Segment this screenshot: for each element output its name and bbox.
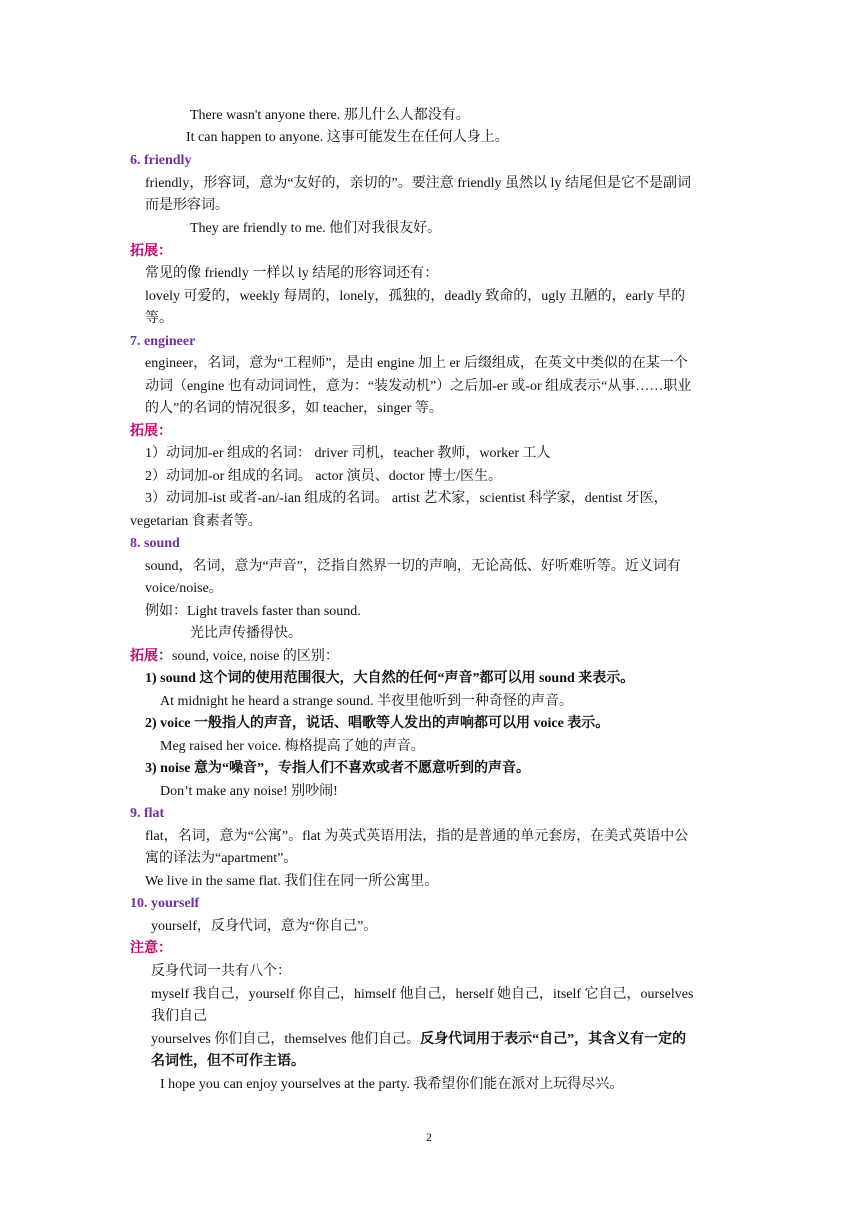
section-heading-sound: 8. sound [130, 536, 180, 551]
example-sentence: We live in the same flat. 我们住在同一所公寓里。 [145, 874, 439, 889]
reflexive-rule-text: 反身代词用于表示“自己”，其含义有一定的 [420, 1032, 687, 1047]
paragraph-line: 我们自己 [151, 1009, 207, 1024]
example-translation: 光比声传播得快。 [190, 626, 302, 641]
paragraph-line: 的人”的名词的情况很多，如 teacher，singer 等。 [145, 401, 443, 416]
section-heading-flat: 9. flat [130, 806, 165, 821]
rule-sound: 1) sound 这个词的使用范围很大，大自然的任何“声音”都可以用 sound 来表示。 [145, 671, 635, 686]
paragraph-line: myself 我自己，yourself 你自己，himself 他自己，herself 她自己，itself 它自己，ourselves [151, 987, 694, 1002]
page-number: 2 [426, 1130, 432, 1144]
section-heading-yourself: 10. yourself [130, 896, 200, 911]
list-item: 1）动词加-er 组成的名词： driver 司机，teacher 教师，worker 工人 [145, 446, 551, 461]
paragraph-line: lovely 可爱的，weekly 每周的，lonely，孤独的，deadly 致命的，ugly 丑陋的，early 早的 [145, 289, 686, 304]
example-sentence: Meg raised her voice. 梅格提高了她的声音。 [160, 739, 425, 754]
reflexive-rule-text: 名词性，但不可作主语。 [151, 1054, 305, 1069]
list-item: vegetarian 食素者等。 [130, 514, 262, 529]
list-item: 3）动词加-ist 或者-an/-ian 组成的名词。 artist 艺术家，scientist 科学家，dentist 牙医， [145, 491, 668, 506]
section-heading-engineer: 7. engineer [130, 334, 196, 349]
paragraph-line: 而是形容词。 [145, 198, 229, 213]
extension-label: 拓展： [130, 244, 172, 259]
section-heading-friendly: 6. friendly [130, 153, 192, 168]
rule-noise: 3) noise 意为“噪音”，专指人们不喜欢或者不愿意听到的声音。 [145, 761, 530, 776]
paragraph-line: 动词（engine 也有动词词性，意为：“装发动机”）之后加-er 或-or 组成表示“从事……职业 [145, 379, 692, 394]
reflexive-list-text: yourselves 你们自己，themselves 他们自己。 [151, 1032, 421, 1047]
rule-voice: 2) voice 一般指人的声音，说话、唱歌等人发出的声响都可以用 voice 表示。 [145, 716, 610, 731]
paragraph-line: 常见的像 friendly 一样以 ly 结尾的形容词还有： [145, 266, 439, 281]
paragraph-line: flat，名词，意为“公寓”。flat 为英式英语用法，指的是普通的单元套房，在美式英语中公 [145, 829, 689, 844]
extension-intro: sound, voice, noise 的区别： [172, 649, 339, 664]
paragraph-line: 反身代词一共有八个： [151, 964, 291, 979]
note-label: 注意： [130, 941, 172, 956]
example-sentence: Don’t make any noise! 别吵闹! [160, 784, 338, 799]
example-sentence: There wasn't anyone there. 那儿什么人都没有。 [190, 108, 470, 123]
paragraph-line: yourself，反身代词，意为“你自己”。 [151, 919, 378, 934]
paragraph-line: sound，名词，意为“声音”，泛指自然界一切的声响，无论高低、好听难听等。近义词有 [145, 559, 681, 574]
paragraph-line: engineer，名词，意为“工程师”，是由 engine 加上 er 后缀组成，在英文中类似的在某一个 [145, 356, 688, 371]
paragraph-line: 寓的译法为“apartment”。 [145, 851, 298, 866]
example-sentence: 例如：Light travels faster than sound. [145, 604, 361, 619]
extension-label: 拓展： [130, 649, 172, 664]
list-item: 2）动词加-or 组成的名词。 actor 演员、doctor 博士/医生。 [145, 469, 502, 484]
example-sentence: It can happen to anyone. 这事可能发生在任何人身上。 [186, 130, 509, 145]
example-sentence: I hope you can enjoy yourselves at the party. 我希望你们能在派对上玩得尽兴。 [160, 1077, 624, 1092]
paragraph-line [151, 1031, 686, 1049]
extension-label: 拓展： [130, 424, 172, 439]
paragraph-line: voice/noise。 [145, 581, 223, 596]
paragraph-line: friendly，形容词，意为“友好的，亲切的”。要注意 friendly 虽然以 ly 结尾但是它不是副词 [145, 176, 691, 191]
example-sentence: At midnight he heard a strange sound. 半夜里他听到一种奇怪的声音。 [160, 694, 573, 709]
example-sentence: They are friendly to me. 他们对我很友好。 [190, 221, 442, 236]
paragraph-line: 等。 [145, 311, 173, 326]
extension-line [130, 648, 339, 666]
